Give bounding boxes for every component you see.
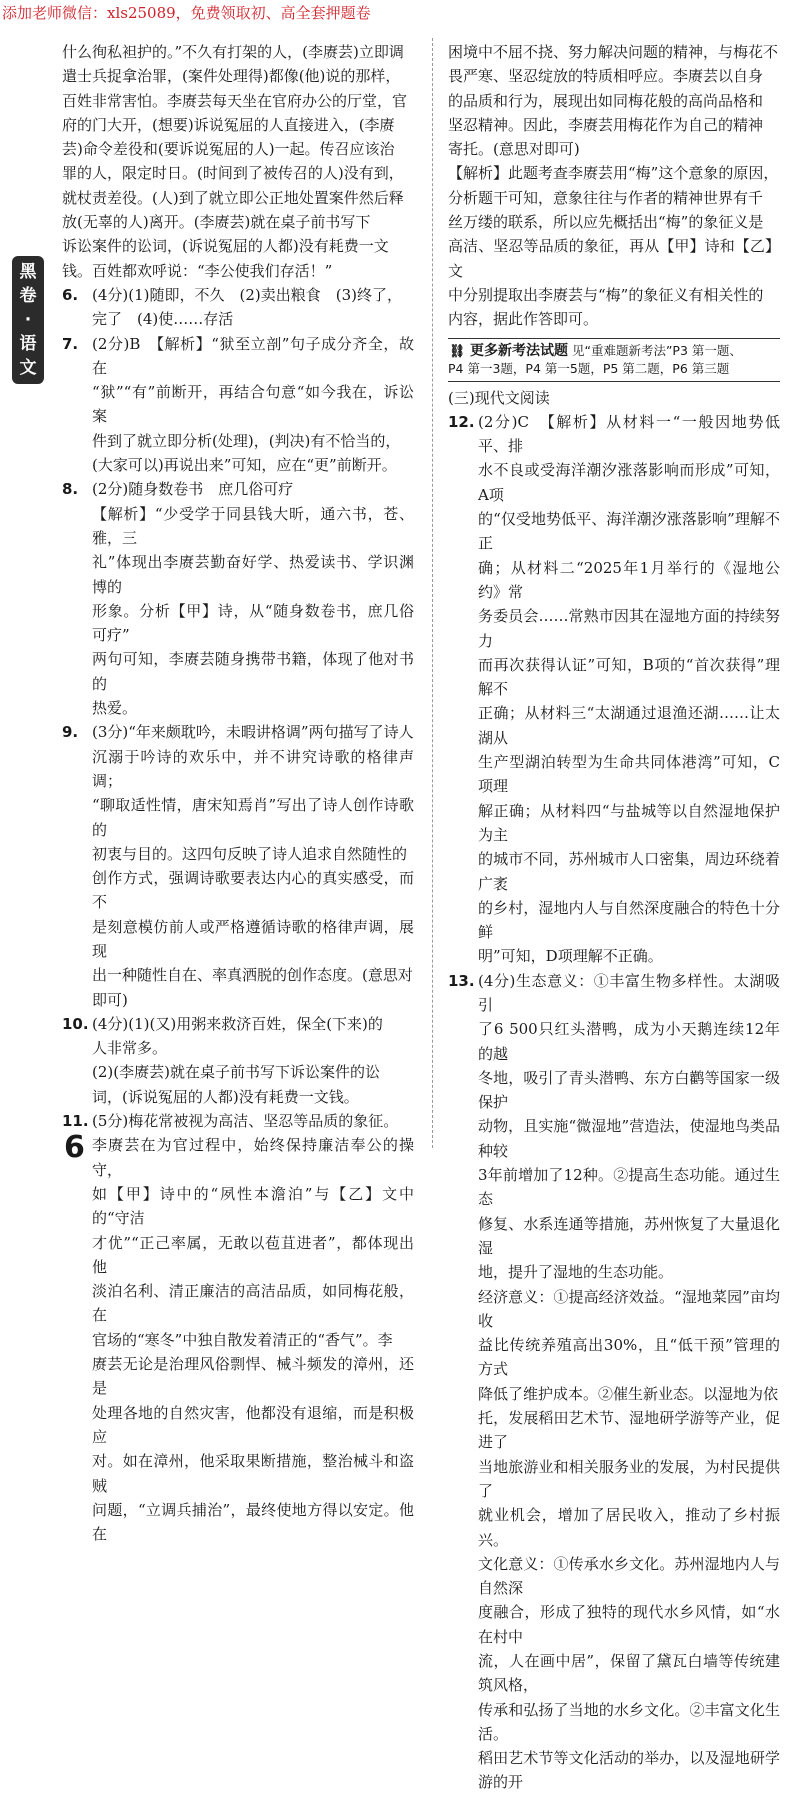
item-number: 9. — [62, 723, 79, 742]
answer-list — [448, 410, 780, 1795]
text-line: (4分)生态意义：①丰富生物多样性。太湖吸引 — [478, 971, 780, 1014]
text-line: 是刻意模仿前人或严格遵循诗歌的格律声调，展现 — [92, 917, 414, 960]
more-questions-box — [448, 338, 780, 382]
watermark-text: 添加老师微信：xls25089，免费领取初、高全套押题卷 — [2, 4, 371, 22]
answer-item — [62, 1109, 414, 1546]
side-tab-char: 黑 — [19, 262, 37, 282]
text-line: 了6 500只红头潜鸭，成为小天鹅连续12年的越 — [478, 1020, 780, 1063]
text-line: (2分)B 【解析】“狱至立剖”句子成分齐全，故在 — [92, 334, 414, 377]
text-line: 坚忍精神。因此，李赓芸用梅花作为自己的精神 — [448, 115, 764, 134]
text-line: 沉溺于吟诗的欢乐中，并不讲究诗歌的格律声调； — [92, 747, 414, 790]
item-number: 11. — [62, 1112, 89, 1131]
link-icon: ⛓ — [449, 342, 465, 358]
text-line: 处理各地的自然灾害，他都没有退缩，而是积极应 — [92, 1403, 414, 1446]
text-line: 人非常多。 — [92, 1039, 168, 1058]
side-tab-char: 文 — [19, 358, 37, 378]
text-line: 府的门大开，(想要)诉说冤屈的人直接进入，(李赓 — [62, 115, 395, 134]
right-column — [448, 40, 780, 1795]
item-number: 7. — [62, 334, 79, 353]
text-line: 两句可知，李赓芸随身携带书籍，体现了他对书的 — [92, 650, 414, 693]
text-line: 修复、水系连通等措施，苏州恢复了大量退化湿 — [478, 1214, 780, 1257]
text-line: 畏严寒、坚忍绽放的特质相呼应。李赓芸以自身 — [448, 67, 764, 86]
column-divider — [432, 38, 433, 1148]
text-line: 即可) — [92, 990, 128, 1009]
side-tab-char: 语 — [19, 334, 37, 354]
text-line: 的品质和行为，展现出如同梅花般的高尚品格和 — [448, 91, 764, 110]
text-line: (2分)随身数卷书 庶几俗可疗 — [92, 480, 294, 499]
side-tab — [12, 256, 44, 384]
text-line: 的“仅受地势低平、海洋潮汐涨落影响”理解不正 — [478, 510, 780, 553]
text-line: 降低了维护成本。②催生新业态。以湿地为依 — [478, 1384, 779, 1403]
section-title: (三)现代文阅读 — [448, 388, 550, 407]
answer-item — [62, 283, 414, 332]
text-line: 就杖责差役。(人)到了就立即公正地处置案件然后释 — [62, 188, 404, 207]
text-line: 百姓非常害怕。李赓芸每天坐在官府办公的厅堂，官 — [62, 91, 408, 110]
text-line: “狱”“有”前断开，再结合句意“如今我在，诉讼案 — [92, 383, 414, 426]
text-line: 才优”“正己率属，无敢以苞苴进者”，都体现出他 — [92, 1233, 414, 1276]
answer-item — [62, 720, 414, 1012]
text-line: 的城市不同，苏州城市人口密集，周边环绕着广袤 — [478, 850, 780, 893]
more-box-line2: P4 第一3题，P4 第一5题，P5 第二题，P6 第三题 — [448, 360, 730, 376]
text-line: 罪的人，限定时日。(时间到了被传召的人)没有到， — [62, 164, 404, 183]
text-line: 明”可知，D项理解不正确。 — [478, 947, 663, 966]
watermark-bar — [0, 0, 800, 24]
side-tab-char: 卷 — [19, 286, 37, 306]
text-line: 内容，据此作答即可。 — [448, 310, 599, 329]
text-line: 形象。分析【甲】诗，从“随身数卷书，庶几俗可疗” — [92, 601, 414, 645]
answer-item — [62, 1012, 414, 1109]
answer-item — [62, 332, 414, 478]
text-line: 李赓芸在为官过程中，始终保持廉洁奉公的操守， — [92, 1136, 414, 1179]
text-line: 什么徇私袒护的。”不久有打架的人，(李赓芸)立即调 — [62, 43, 404, 61]
text-line: 件到了就立即分析(处理)，(判决)有不恰当的， — [92, 431, 401, 450]
text-line: 文化意义：①传承水乡文化。苏州湿地内人与自然深 — [478, 1554, 780, 1598]
text-line: 淡泊名利、清正廉洁的高洁品质，如同梅花般，在 — [92, 1282, 414, 1325]
answer-item — [62, 477, 414, 720]
text-line: 就业机会，增加了居民收入，推动了乡村振兴。 — [478, 1506, 780, 1549]
more-box-line1: 见“重难题新考法”P3 第一题、 — [571, 342, 742, 358]
text-line: 流，人在画中居”，保留了黛瓦白墙等传统建筑风格， — [478, 1652, 780, 1695]
text-line: 冬地，吸引了青头潜鸭、东方白鹳等国家一级保护 — [478, 1068, 780, 1112]
text-line: 芸)命令差役和(要诉说冤屈的人)一起。传召应该治 — [62, 140, 395, 159]
more-box-title: 更多新考法试题 — [469, 342, 568, 359]
item-number: 10. — [62, 1014, 89, 1033]
text-line: 对。如在漳州，他采取果断措施，整治械斗和盗贼 — [92, 1452, 414, 1495]
text-line: 礼”体现出李赓芸勤奋好学、热爱读书、学识渊博的 — [92, 553, 414, 596]
text-line: 分析题干可知，意象往往与作者的精神世界有千 — [448, 188, 764, 207]
text-line: 丝万缕的联系，所以应先概括出“梅”的象征义是 — [448, 213, 764, 232]
text-line: 地，提升了湿地的生态功能。 — [478, 1263, 674, 1282]
text-line: 赓芸无论是治理风俗剽悍、械斗频发的漳州，还是 — [92, 1355, 414, 1398]
text-line: 【解析】此题考查李赓芸用“梅”这个意象的原因， — [448, 164, 779, 183]
item-number: 8. — [62, 480, 79, 499]
text-line: 动物，且实施“微湿地”营造法，使湿地鸟类品种较 — [478, 1117, 780, 1160]
left-column — [62, 40, 414, 1546]
text-line: 遣士兵捉拿治罪，(案件处理得)都像(他)说的那样， — [62, 67, 401, 86]
text-line: 官场的“寒冬”中独自散发着清正的“香气”。李 — [92, 1330, 393, 1349]
text-line: 确；从材料二“2025年1月举行的《湿地公约》常 — [478, 558, 780, 601]
text-line: (2)(李赓芸)就在桌子前书写下诉讼案件的讼 — [92, 1063, 380, 1082]
text-line: 完了 (4)使……存活 — [92, 310, 234, 329]
text-line: 热爱。 — [92, 699, 138, 718]
text-line: 度融合，形成了独特的现代水乡风情，如“水在村中 — [478, 1603, 780, 1646]
text-line: 经济意义：①提高经济效益。“湿地菜园”亩均收 — [478, 1287, 780, 1330]
side-tab-char: · — [24, 310, 32, 330]
text-line: 的乡村，湿地内人与自然深度融合的特色十分鲜 — [478, 898, 780, 942]
text-line: 初衷与目的。这四句反映了诗人追求自然随性的 — [92, 844, 408, 863]
answer-item — [448, 410, 780, 969]
text-line: 中分别提取出李赓芸与“梅”的象征义有相关性的 — [448, 285, 764, 304]
answer-list — [62, 283, 414, 1546]
text-line: 3年前增加了12种。②提高生态功能。通过生态 — [478, 1166, 780, 1209]
text-line: 而再次获得认证”可知，B项的“首次获得”理解不 — [478, 655, 780, 699]
text-line: 水不良或受海洋潮汐涨落影响而形成”可知，A项 — [478, 461, 780, 504]
text-line: 当地旅游业和相关服务业的发展，为村民提供了 — [478, 1457, 780, 1500]
text-line: 创作方式，强调诗歌要表达内心的真实感受，而不 — [92, 869, 414, 912]
text-line: 益比传统养殖高出30%，且“低干预”管理的方式 — [478, 1336, 780, 1379]
text-line: 放(无辜的人)离开。(李赓芸)就在桌子前书写下 — [62, 213, 371, 232]
item-number: 13. — [448, 971, 475, 990]
text-line: 高洁、坚忍等品质的象征，再从【甲】诗和【乙】文 — [448, 237, 780, 280]
text-line: 词，(诉说冤屈的人都)没有耗费一文钱。 — [92, 1087, 359, 1106]
text-line: 【解析】“少受学于同县钱大昕，通六书，苍、雅，三 — [92, 504, 414, 547]
text-line: 如【甲】诗中的“夙性本澹泊”与【乙】文中的“守洁 — [92, 1184, 414, 1228]
text-line: 传承和弘扬了当地的水乡文化。②丰富文化生活。 — [478, 1700, 780, 1743]
text-line: 正确；从材料三“太湖通过退渔还湖……让太湖从 — [478, 704, 780, 747]
text-line: (4分)(1)(又)用粥来救济百姓，保全(下来)的 — [92, 1014, 383, 1033]
text-line: 务委员会……常熟市因其在湿地方面的持续努力 — [478, 607, 780, 650]
text-line: (5分)梅花常被视为高洁、坚忍等品质的象征。 — [92, 1112, 399, 1131]
text-line: 困境中不屈不挠、努力解决问题的精神，与梅花不 — [448, 43, 779, 61]
text-line: 出一种随性自在、率真洒脱的创作态度。(意思对 — [92, 966, 413, 985]
text-line: (2分)C 【解析】从材料一“一般因地势低平、排 — [478, 412, 780, 456]
item-number: 6. — [62, 285, 79, 304]
page-number: 6 — [64, 1130, 85, 1165]
text-line: 生产型湖泊转型为生命共同体港湾”可知，C项理 — [478, 753, 780, 796]
text-line: (3分)“年来颇耽吟，未暇讲格调”两句描写了诗人 — [92, 723, 414, 742]
text-line: 诉讼案件的讼词，(诉说冤屈的人都)没有耗费一文 — [62, 237, 389, 256]
text-line: (4分)(1)随即，不久 (2)卖出粮食 (3)终了， — [92, 285, 402, 304]
text-line: 钱。百姓都欢呼说：“李公使我们存活！” — [62, 261, 333, 280]
answer-item — [448, 969, 780, 1795]
text-line: 问题，“立调兵捕治”，最终使地方得以安定。他在 — [92, 1500, 414, 1544]
text-line: “聊取适性情，唐宋知焉肖”写出了诗人创作诗歌的 — [92, 796, 414, 839]
continuation-paragraph — [448, 40, 780, 332]
text-line: 寄托。(意思对即可) — [448, 140, 580, 159]
text-line: 解正确；从材料四“与盐城等以自然湿地保护为主 — [478, 801, 780, 844]
item-number: 12. — [448, 412, 475, 431]
intro-paragraph — [62, 40, 414, 283]
text-line: 托，发展稻田艺术节、湿地研学游等产业，促进了 — [478, 1409, 780, 1452]
text-line: 稻田艺术节等文化活动的举办，以及湿地研学游的开 — [478, 1749, 780, 1792]
text-line: (大家可以)再说出来”可知，应在“更”前断开。 — [92, 456, 397, 475]
